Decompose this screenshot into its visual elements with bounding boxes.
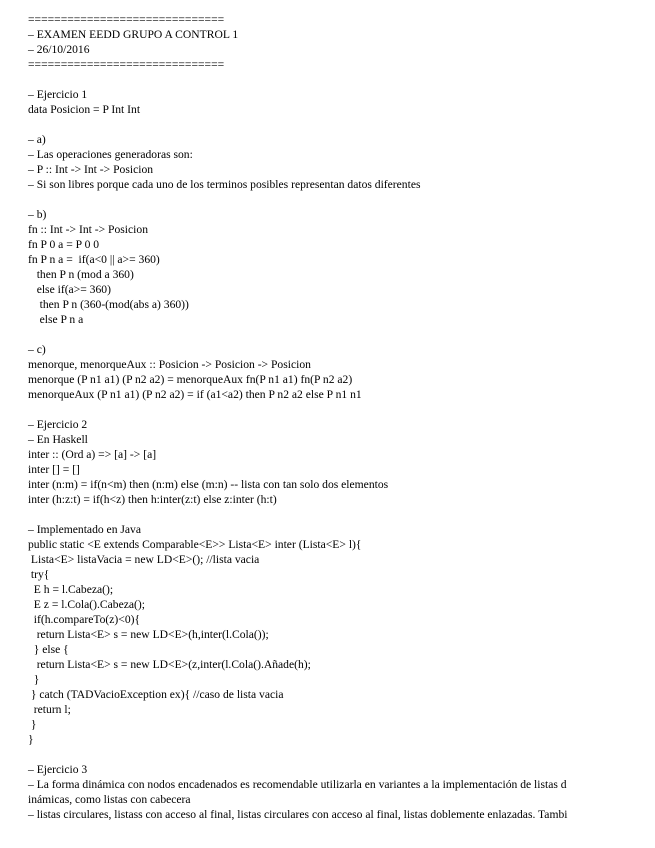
code-line: public static <E extends Comparable<E>> Lista<E> inter (Lista<E> l){ xyxy=(28,538,362,551)
code-line: } else { xyxy=(28,643,69,656)
code-line: fn P n a = if(a<0 || a>= 360) xyxy=(28,253,160,266)
code-line: fn P 0 a = P 0 0 xyxy=(28,238,100,251)
code-line: inter (n:m) = if(n<m) then (n:m) else (m:n) -- lista con tan solo dos elementos xyxy=(28,478,389,491)
subsection-heading-b: – b) xyxy=(28,208,47,221)
code-line: menorqueAux (P n1 a1) (P n2 a2) = if (a1<a2) then P n2 a2 else P n1 n1 xyxy=(28,388,362,401)
code-line: Lista<E> listaVacia = new LD<E>(); //lista vacia xyxy=(28,553,260,566)
code-line: inter [] = [] xyxy=(28,463,80,476)
section-heading-ejercicio-2: – Ejercicio 2 xyxy=(28,418,88,431)
blank-line xyxy=(28,72,648,87)
blank-line xyxy=(28,507,648,522)
comment-line: – Implementado en Java xyxy=(28,523,141,536)
separator-line: ============================== xyxy=(28,13,225,26)
blank-line xyxy=(28,327,648,342)
code-line: data Posicion = P Int Int xyxy=(28,103,141,116)
blank-line xyxy=(28,117,648,132)
code-line: if(h.compareTo(z)<0){ xyxy=(28,613,141,626)
comment-line: – La forma dinámica con nodos encadenados es recomendable utilizarla en variantes a la implementación de listas d xyxy=(28,778,567,791)
separator-line: ============================== xyxy=(28,58,225,71)
code-line: try{ xyxy=(28,568,50,581)
code-line: return Lista<E> s = new LD<E>(h,inter(l.Cola()); xyxy=(28,628,269,641)
comment-line: – Las operaciones generadoras son: xyxy=(28,148,193,161)
comment-line: – En Haskell xyxy=(28,433,88,446)
code-line: else if(a>= 360) xyxy=(28,283,111,296)
comment-line: – Si son libres porque cada uno de los terminos posibles representan datos diferentes xyxy=(28,178,421,191)
code-line: E h = l.Cabeza(); xyxy=(28,583,114,596)
blank-line xyxy=(28,402,648,417)
section-heading-ejercicio-3: – Ejercicio 3 xyxy=(28,763,88,776)
comment-line: – P :: Int -> Int -> Posicion xyxy=(28,163,154,176)
blank-line xyxy=(28,192,648,207)
subsection-heading-a: – a) xyxy=(28,133,46,146)
document-page xyxy=(28,12,648,822)
code-line: } catch (TADVacioException ex){ //caso de lista vacia xyxy=(28,688,284,701)
blank-line xyxy=(28,747,648,762)
code-line: return l; xyxy=(28,703,71,716)
code-line: else P n a xyxy=(28,313,84,326)
code-line: menorque (P n1 a1) (P n2 a2) = menorqueAux fn(P n1 a1) fn(P n2 a2) xyxy=(28,373,353,386)
code-line: E z = l.Cola().Cabeza(); xyxy=(28,598,145,611)
code-line: return Lista<E> s = new LD<E>(z,inter(l.Cola().Añade(h); xyxy=(28,658,311,671)
code-line: fn :: Int -> Int -> Posicion xyxy=(28,223,148,236)
comment-line: – listas circulares, listass con acceso al final, listas circulares con acceso al final, listas doblemente enlazadas. Tambi xyxy=(28,808,568,821)
code-line: } xyxy=(28,733,34,746)
exam-title: – EXAMEN EEDD GRUPO A CONTROL 1 xyxy=(28,28,239,41)
code-line: } xyxy=(28,718,37,731)
exam-date: – 26/10/2016 xyxy=(28,43,90,56)
code-line: inter (h:z:t) = if(h<z) then h:inter(z:t) else z:inter (h:t) xyxy=(28,493,277,506)
comment-line: inámicas, como listas con cabecera xyxy=(28,793,191,806)
code-line: menorque, menorqueAux :: Posicion -> Posicion -> Posicion xyxy=(28,358,311,371)
section-heading-ejercicio-1: – Ejercicio 1 xyxy=(28,88,88,101)
subsection-heading-c: – c) xyxy=(28,343,46,356)
code-line: then P n (360-(mod(abs a) 360)) xyxy=(28,298,189,311)
code-line: then P n (mod a 360) xyxy=(28,268,134,281)
code-line: inter :: (Ord a) => [a] -> [a] xyxy=(28,448,157,461)
code-line: } xyxy=(28,673,40,686)
